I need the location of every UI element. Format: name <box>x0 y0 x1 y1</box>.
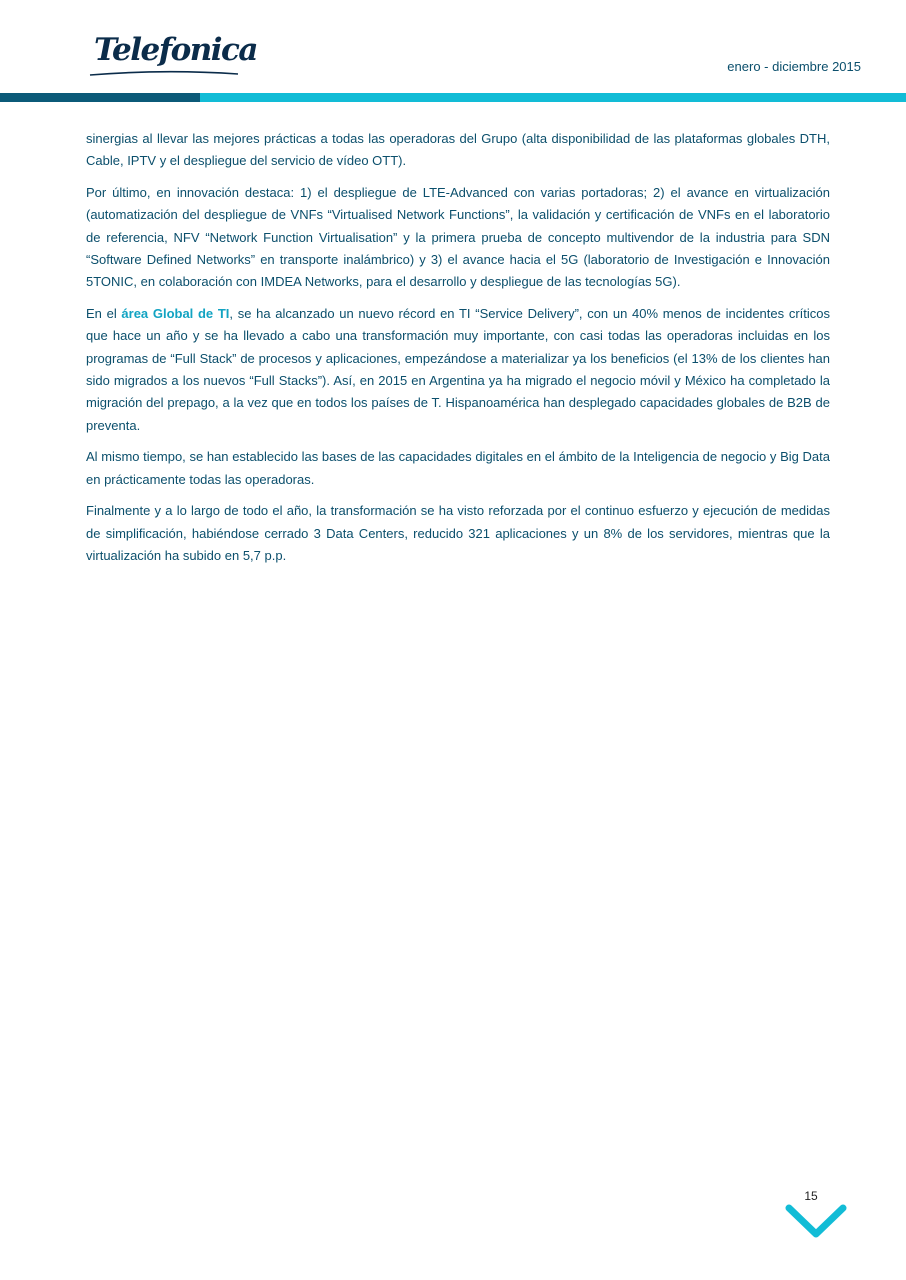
logo-swoosh-icon <box>88 66 240 80</box>
header-bar-light <box>200 93 906 102</box>
telefonica-logo <box>94 30 258 80</box>
logo-wordmark: Telefonica <box>94 32 258 68</box>
page-body <box>86 128 830 576</box>
global-it-highlight: área Global de TI <box>121 305 230 321</box>
page-number: 15 <box>804 1189 818 1203</box>
report-period: enero - diciembre 2015 <box>727 59 861 74</box>
chevron-down-icon <box>784 1203 848 1241</box>
paragraph-global-it-intro: En el <box>86 305 122 321</box>
paragraph-global-it <box>86 303 830 437</box>
paragraph-innovation: Por último, en innovación destaca: 1) el despliegue de LTE-Advanced con varias portadoras; 2) el avance en virtualización (automatización del despliegue de VNFs “Virtualised Network Functions”, la validación y certificación de VNFs en el laboratorio de referencia, NFV “Network Function Virtualisation” y la primera prueba de concepto multivendor de la industria para SDN “Software Defined Networks” en transporte inalámbrico) y 3) el avance hacia el 5G (laboratorio de Investigación e Innovación 5TONIC, en colaboración con IMDEA Networks, para el desarrollo y despliegue de las tecnologías 5G). <box>86 184 830 290</box>
paragraph-global-it-text: , se ha alcanzado un nuevo récord en TI “Service Delivery”, con un 40% menos de incidentes críticos que hace un año y se ha llevado a cabo una transformación muy importante, con casi todas las operadoras incluidas en los programas de “Full Stack” de procesos y aplicaciones, empezándose a materializar ya los beneficios (el 13% de los clientes han sido migrados a los nuevos “Full Stacks”). Así, en 2015 en Argentina ya ha migrado el negocio móvil y México ha completado la migración del prepago, a la vez que en todos los países de T. Hispanoamérica han desplegado capacidades globales de B2B de preventa. <box>86 305 830 433</box>
paragraph-synergies: sinergias al llevar las mejores prácticas a todas las operadoras del Grupo (alta disponibilidad de las plataformas globales DTH, Cable, IPTV y el despliegue del servicio de vídeo OTT). <box>86 131 830 169</box>
header-bar-dark <box>0 93 200 102</box>
paragraph-simplification: Finalmente y a lo largo de todo el año, la transformación se ha visto reforzada por el continuo esfuerzo y ejecución de medidas de simplificación, habiéndose cerrado 3 Data Centers, reducido 321 aplicaciones y un 8% de los servidores, mientras que la virtualización ha subido en 5,7 p.p. <box>86 503 830 563</box>
paragraph-digital-capabilities: Al mismo tiempo, se han establecido las bases de las capacidades digitales en el ámbito de la Inteligencia de negocio y Big Data en prácticamente todas las operadoras. <box>86 449 830 487</box>
